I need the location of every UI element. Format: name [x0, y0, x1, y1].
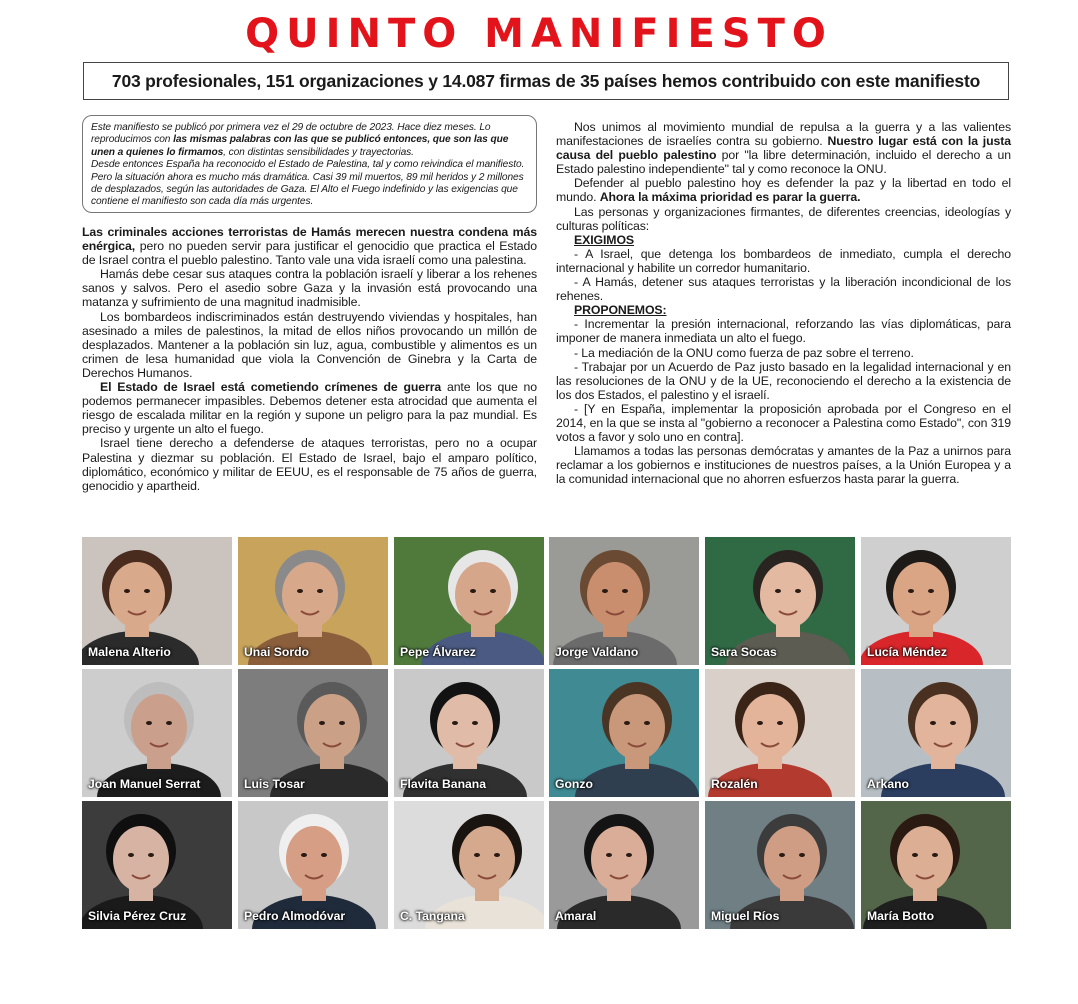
proponemos-heading: PROPONEMOS: [574, 303, 667, 318]
left-paragraph-3: Los bombardeos indiscriminados están destruyendo viviendas y hospitales, han asesinado a miles de palestinos, la mitad de ellos niños provocando un millón de desplazados. Mantener a la población sin luz, agua, combustible y alimentos es un crimen de lesa humanidad que viola la Convención de Ginebra y la Carta de Derechos Humanos. [82, 309, 537, 380]
signatory-photo [861, 669, 1011, 797]
demand-2: - A Hamás, detener sus ataques terroristas y la liberación incondicional de los rehenes. [556, 275, 1011, 304]
signatory-name: Gonzo [555, 777, 593, 791]
signatory-name: C. Tangana [400, 909, 465, 923]
left-paragraph-5: Israel tiene derecho a defenderse de ataques terroristas, pero no a ocupar Palestina y diezmar su población. El Estado de Israel, bajo el amparo político, diplomático, económico y militar de EEUU, es el responsable de 75 años de guerra, genocidio y apartheid. [82, 436, 537, 493]
signatory-photo [394, 669, 544, 797]
signatory-name: Arkano [867, 777, 909, 791]
signatory-photo [705, 669, 855, 797]
signatory-name: Silvia Pérez Cruz [88, 909, 187, 923]
signatory-photo [82, 537, 232, 665]
right-column [556, 120, 1011, 486]
signatory-photo [82, 669, 232, 797]
right-paragraph-2: Defender al pueblo palestino hoy es defender la paz y la libertad en todo el mundo. Ahora la máxima prioridad es parar la guerra. [556, 176, 1011, 205]
left-paragraph-1: Las criminales acciones terroristas de Hamás merecen nuestra condena más enérgica, pero no pueden servir para justificar el genocidio que practica el Estado de Israel contra el pueblo palestino. Tanto vale una vida israelí como una palestina. [82, 225, 537, 268]
signatory-name: Joan Manuel Serrat [88, 777, 201, 791]
signatory-name: Jorge Valdano [555, 645, 639, 659]
signatory-name: Pepe Álvarez [400, 645, 476, 659]
signatory-name: Rozalén [711, 777, 758, 791]
exigimos-heading: EXIGIMOS [574, 232, 635, 247]
signatory-name: Pedro Almodóvar [244, 909, 346, 923]
signatory-name: Unai Sordo [244, 645, 310, 659]
demand-1: - A Israel, que detenga los bombardeos de inmediato, cumpla el derecho internacional y habilite un corredor humanitario. [556, 246, 1011, 275]
signatory-name: Amaral [555, 909, 597, 923]
signatory-photo [549, 801, 699, 929]
signatory-photo [549, 669, 699, 797]
signatory-photo [705, 801, 855, 929]
signatory-photo [705, 537, 855, 665]
page-title: QUINTO MANIFIESTO [245, 11, 833, 57]
proposal-3: - Trabajar por un Acuerdo de Paz justo basado en la legalidad internacional y en las resoluciones de la ONU y de la UE, reconociendo el derecho a la existencia de los dos Estados, el palestino y el israelí. [556, 359, 1011, 402]
signatory-photo [238, 537, 388, 665]
proposal-2: - La mediación de la ONU como fuerza de paz sobre el terreno. [574, 345, 914, 360]
right-paragraph-4: Llamamos a todas las personas demócratas y amantes de la Paz a unirnos para reclamar a los gobiernos e instituciones de nuestros países, a la Unión Europea y a la comunidad internacional que no ahorren esfuerzos hasta parar la guerra. [556, 444, 1011, 487]
signatory-name: Malena Alterio [88, 645, 171, 659]
left-paragraph-4: El Estado de Israel está cometiendo crímenes de guerra ante los que no podemos permanecer impasibles. Debemos detener esta atrocidad que aumenta el riesgo de escalada militar en la región y supone un peligro para la paz mundial. Es preciso y urgente un alto el fuego. [82, 380, 538, 437]
signatory-name: Sara Socas [711, 645, 777, 659]
signatory-name: Flavita Banana [400, 777, 487, 791]
signatory-photo [861, 537, 1011, 665]
signatory-photo [238, 669, 388, 797]
signatory-photo [861, 801, 1011, 929]
signatory-photo [549, 537, 699, 665]
intro-paragraph-2: Desde entonces España ha reconocido el Estado de Palestina, tal y como reivindica el manifiesto. Pero la situación ahora es mucho más dramática. Casi 39 mil muertos, 89 mil heridos y 2 millones de desplazados, según las autoridades de Gaza. El Alto el Fuego indefinido y las exigencias que contiene el manifiesto son cada día más urgentes. [91, 159, 525, 208]
proposal-4: - [Y en España, implementar la proposición aprobada por el Congreso en el 2014, en la que se insta al "gobierno a reconocer a Palestina como Estado", con 319 votos a favor y solo uno en contra]. [556, 401, 1011, 445]
subtitle-banner: 703 profesionales, 151 organizaciones y 14.087 firmas de 35 países hemos contribuido con este manifiesto [83, 62, 1009, 100]
right-paragraph-3: Las personas y organizaciones firmantes, de diferentes creencias, ideologías y culturas políticas: [556, 204, 1011, 233]
signatory-name: Luis Tosar [244, 777, 305, 791]
intro-box [82, 115, 537, 213]
signatory-photo [394, 801, 544, 929]
left-paragraph-2: Hamás debe cesar sus ataques contra la población israelí y liberar a los rehenes sanos y salvos. Pero el asedio sobre Gaza y la invasión está provocando una matanza y sufrimiento de una magnitud inadmisible. [82, 267, 537, 310]
signatory-name: Lucía Méndez [867, 645, 947, 659]
signatory-photo [82, 801, 232, 929]
left-column [82, 225, 537, 493]
signatory-name: María Botto [867, 909, 935, 923]
right-paragraph-1: Nos unimos al movimiento mundial de repulsa a la guerra y a las valientes manifestaciones de israelíes contra su gobierno. Nuestro lugar está con la justa causa del pueblo palestino por "la libre determinación, incluido el derecho a un Estado palestino independiente" tal y como reconoce la ONU. [556, 120, 1011, 177]
intro-paragraph-1: Este manifiesto se publicó por primera vez el 29 de octubre de 2023. Hace diez meses. Lo reproducimos con las mismas palabras con las que se publicó entonces, que son las que unen a quienes lo firmamos, con distintas sensibilidades y trayectorias. [91, 122, 509, 158]
proposal-1: - Incrementar la presión internacional, reforzando las vías diplomáticas, para imponer de manera inmediata un alto el fuego. [556, 317, 1011, 346]
signatories-photo-grid [82, 537, 1011, 929]
signatory-name: Miguel Ríos [711, 909, 780, 923]
signatory-photo [394, 537, 544, 665]
signatory-photo [238, 801, 388, 929]
